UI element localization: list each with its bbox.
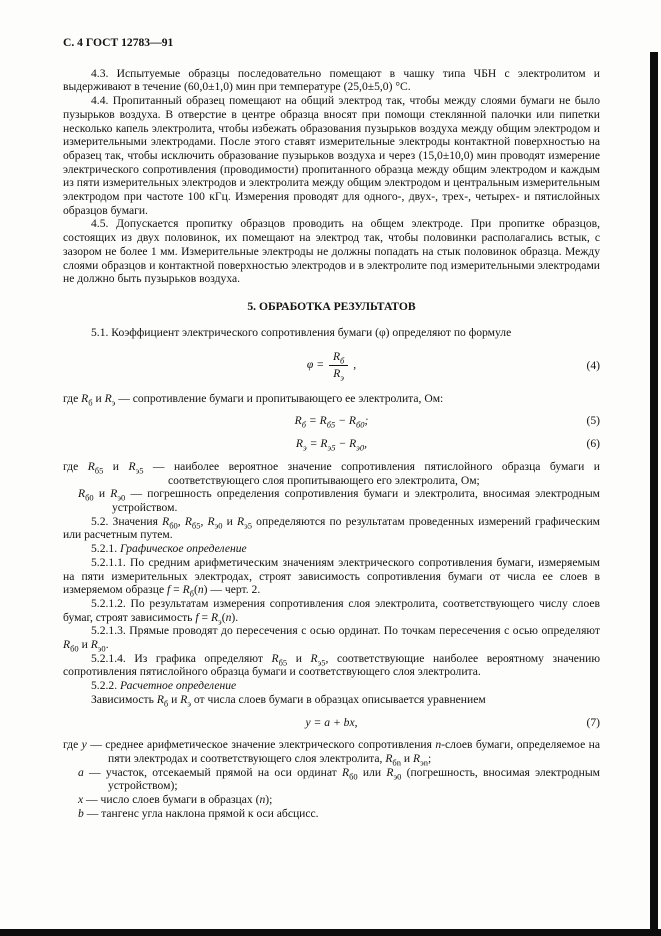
fraction-numerator: $R_б$: [332, 350, 345, 366]
paragraph-4-5: 4.5. Допускается пропитку образцов проводить на общем электроде. При пропитке образцов, состоящих из двух половинок, их помещают на электрод так, чтобы половинки располагались встык, с зазором не более 1 мм. Измерительные электроды не должны попадать на стык половинок образца. Между слоями образцов и контактной поверхностью электродов и в электролите под измерительными электродами не должно быть пузырьков воздуха.: [63, 217, 600, 286]
equation-7-number: (7): [586, 715, 600, 729]
paragraph-5-2-1-1: 5.2.1.1. По средним арифметическим значениям электрического сопротивления бумаги, измеряемым на пяти измерительных электродах, строят зависимость сопротивления бумаги от числа ее слоев в измеряемом образце $f = R_б(n)$ — черт. 2.: [63, 555, 600, 599]
where-list-3-item-a: a — участок, отсекаемый прямой на оси ординат $R_{б0}$ или $R_{э0}$ (погрешность, вносимая электродным устройством);: [78, 765, 600, 793]
scan-artifact-bottom-edge: [0, 929, 661, 936]
where-list-2-item-1: где $R_{б5}$ и $R_{э5}$ — наиболее вероятное значение сопротивления пятислойного образца бумаги и соответствующего слоя пропитывающего его электролита, Ом;: [63, 459, 600, 487]
equation-6-body: $R_э = R_{э5} - R_{э0}$,: [295, 437, 368, 453]
paragraph-5-1: 5.1. Коэффициент электрического сопротивления бумаги (φ) определяют по формуле: [91, 325, 512, 339]
equation-4-lhs: φ =: [306, 358, 327, 372]
fraction-denominator: $R_э$: [329, 365, 348, 381]
where-list-3: [63, 738, 600, 820]
where-list-2-item-2: $R_{б0}$ и $R_{э0}$ — погрешность определения сопротивления бумаги и электролита, вносимая электродным устройством.: [78, 487, 600, 514]
where-list-3-item-x: x — число слоев бумаги в образцах (n);: [78, 793, 273, 807]
equation-7: [63, 716, 600, 730]
paragraph-dependency: Зависимость $R_б$ и $R_э$ от числа слоев бумаги в образцах описывается уравнением: [91, 692, 486, 709]
paragraph-5-2-1-4: 5.2.1.4. Из графика определяют $R_{б5}$ и $R_{э5}$, соответствующие наиболее вероятному значению сопротивления пятислойного образца бумаги и соответствующего слоя электролита.: [63, 651, 601, 679]
paragraph-5-2-1: 5.2.1. Графическое определение: [91, 542, 247, 556]
paragraph-5-2-2: 5.2.2. Расчетное определение: [91, 679, 237, 693]
equation-7-body: y = a + bx,: [305, 715, 358, 729]
page-header: С. 4 ГОСТ 12783—91: [63, 36, 174, 49]
equation-4-number: (4): [586, 358, 600, 372]
equation-4-body: [306, 350, 357, 383]
paragraph-4-4: 4.4. Пропитанный образец помещают на общий электрод так, чтобы между слоями бумаги не было пузырьков воздуха. В отверстие в центре образца вносят при помощи стеклянной палочки или пипетки несколько капель электролита, чтобы избежать образования пузырьков воздуха между общим электродом и измерительными электродами. После этого ставят измерительные электроды контактной поверхностью на образец так, чтобы исключить образование пузырьков воздуха и через (15,0±10,0) мин проводят измерение электрического сопротивления (проводимости) пропитанного образца между общим электродом и каждым из пяти измерительных электродов и электролита между общим электродом и центральным измерительным электродом при частоте 100 кГц. Измерения проводят для одного-, двух-, трех-, четырех- и пятислойных образцов бумаги.: [63, 94, 600, 217]
equation-5: [63, 414, 600, 428]
where-list-1: где $R_б$ и $R_э$ — сопротивление бумаги и пропитывающего ее электролита, Ом:: [63, 391, 444, 408]
scan-artifact-right-edge: [650, 52, 658, 936]
paragraph-5-2: 5.2. Значения $R_{б0}$, $R_{б5}$, $R_{э0}$ и $R_{э5}$ определяются по результатам проведенных измерений графическим или расчетным путем.: [63, 514, 601, 542]
section-heading: 5. ОБРАБОТКА РЕЗУЛЬТАТОВ: [247, 299, 416, 313]
equation-6-number: (6): [586, 437, 600, 451]
equation-4: [63, 350, 600, 383]
equation-5-number: (5): [586, 414, 600, 428]
paragraph-5-2-1-3: 5.2.1.3. Прямые проводят до пересечения с осью ординат. По точкам пересечения с осью определяют $R_{б0}$ и $R_{э0}$.: [63, 624, 600, 654]
where-list-2: [63, 460, 600, 515]
paragraph-5-2-1-2: 5.2.1.2. По результатам измерения сопротивления слоя электролита, соответствующего числу слоев бумаг, строят зависимость $f = R_э(n)$.: [63, 596, 600, 626]
equation-5-body: $R_б = R_{б5} - R_{б0}$;: [294, 414, 369, 430]
paragraph-4-3: 4.3. Испытуемые образцы последовательно помещают в чашку типа ЧБН с электролитом и выдерживают в течение (60,0±1,0) мин при температуре (25,0±5,0) °С.: [63, 66, 600, 94]
equation-4-tail: ,: [350, 358, 357, 372]
where-list-3-item-b: b — тангенс угла наклона прямой к оси абсцисс.: [78, 806, 319, 820]
document-page: [63, 36, 600, 820]
where-list-3-item-y: где y — среднее арифметическое значение электрического сопротивления n-слоев бумаги, определяемое на пяти электродах и соответствующего слоя электролита, $R_{бn}$ и $R_{эn}$;: [63, 738, 600, 768]
fraction: [329, 350, 348, 383]
equation-6: [63, 437, 600, 451]
